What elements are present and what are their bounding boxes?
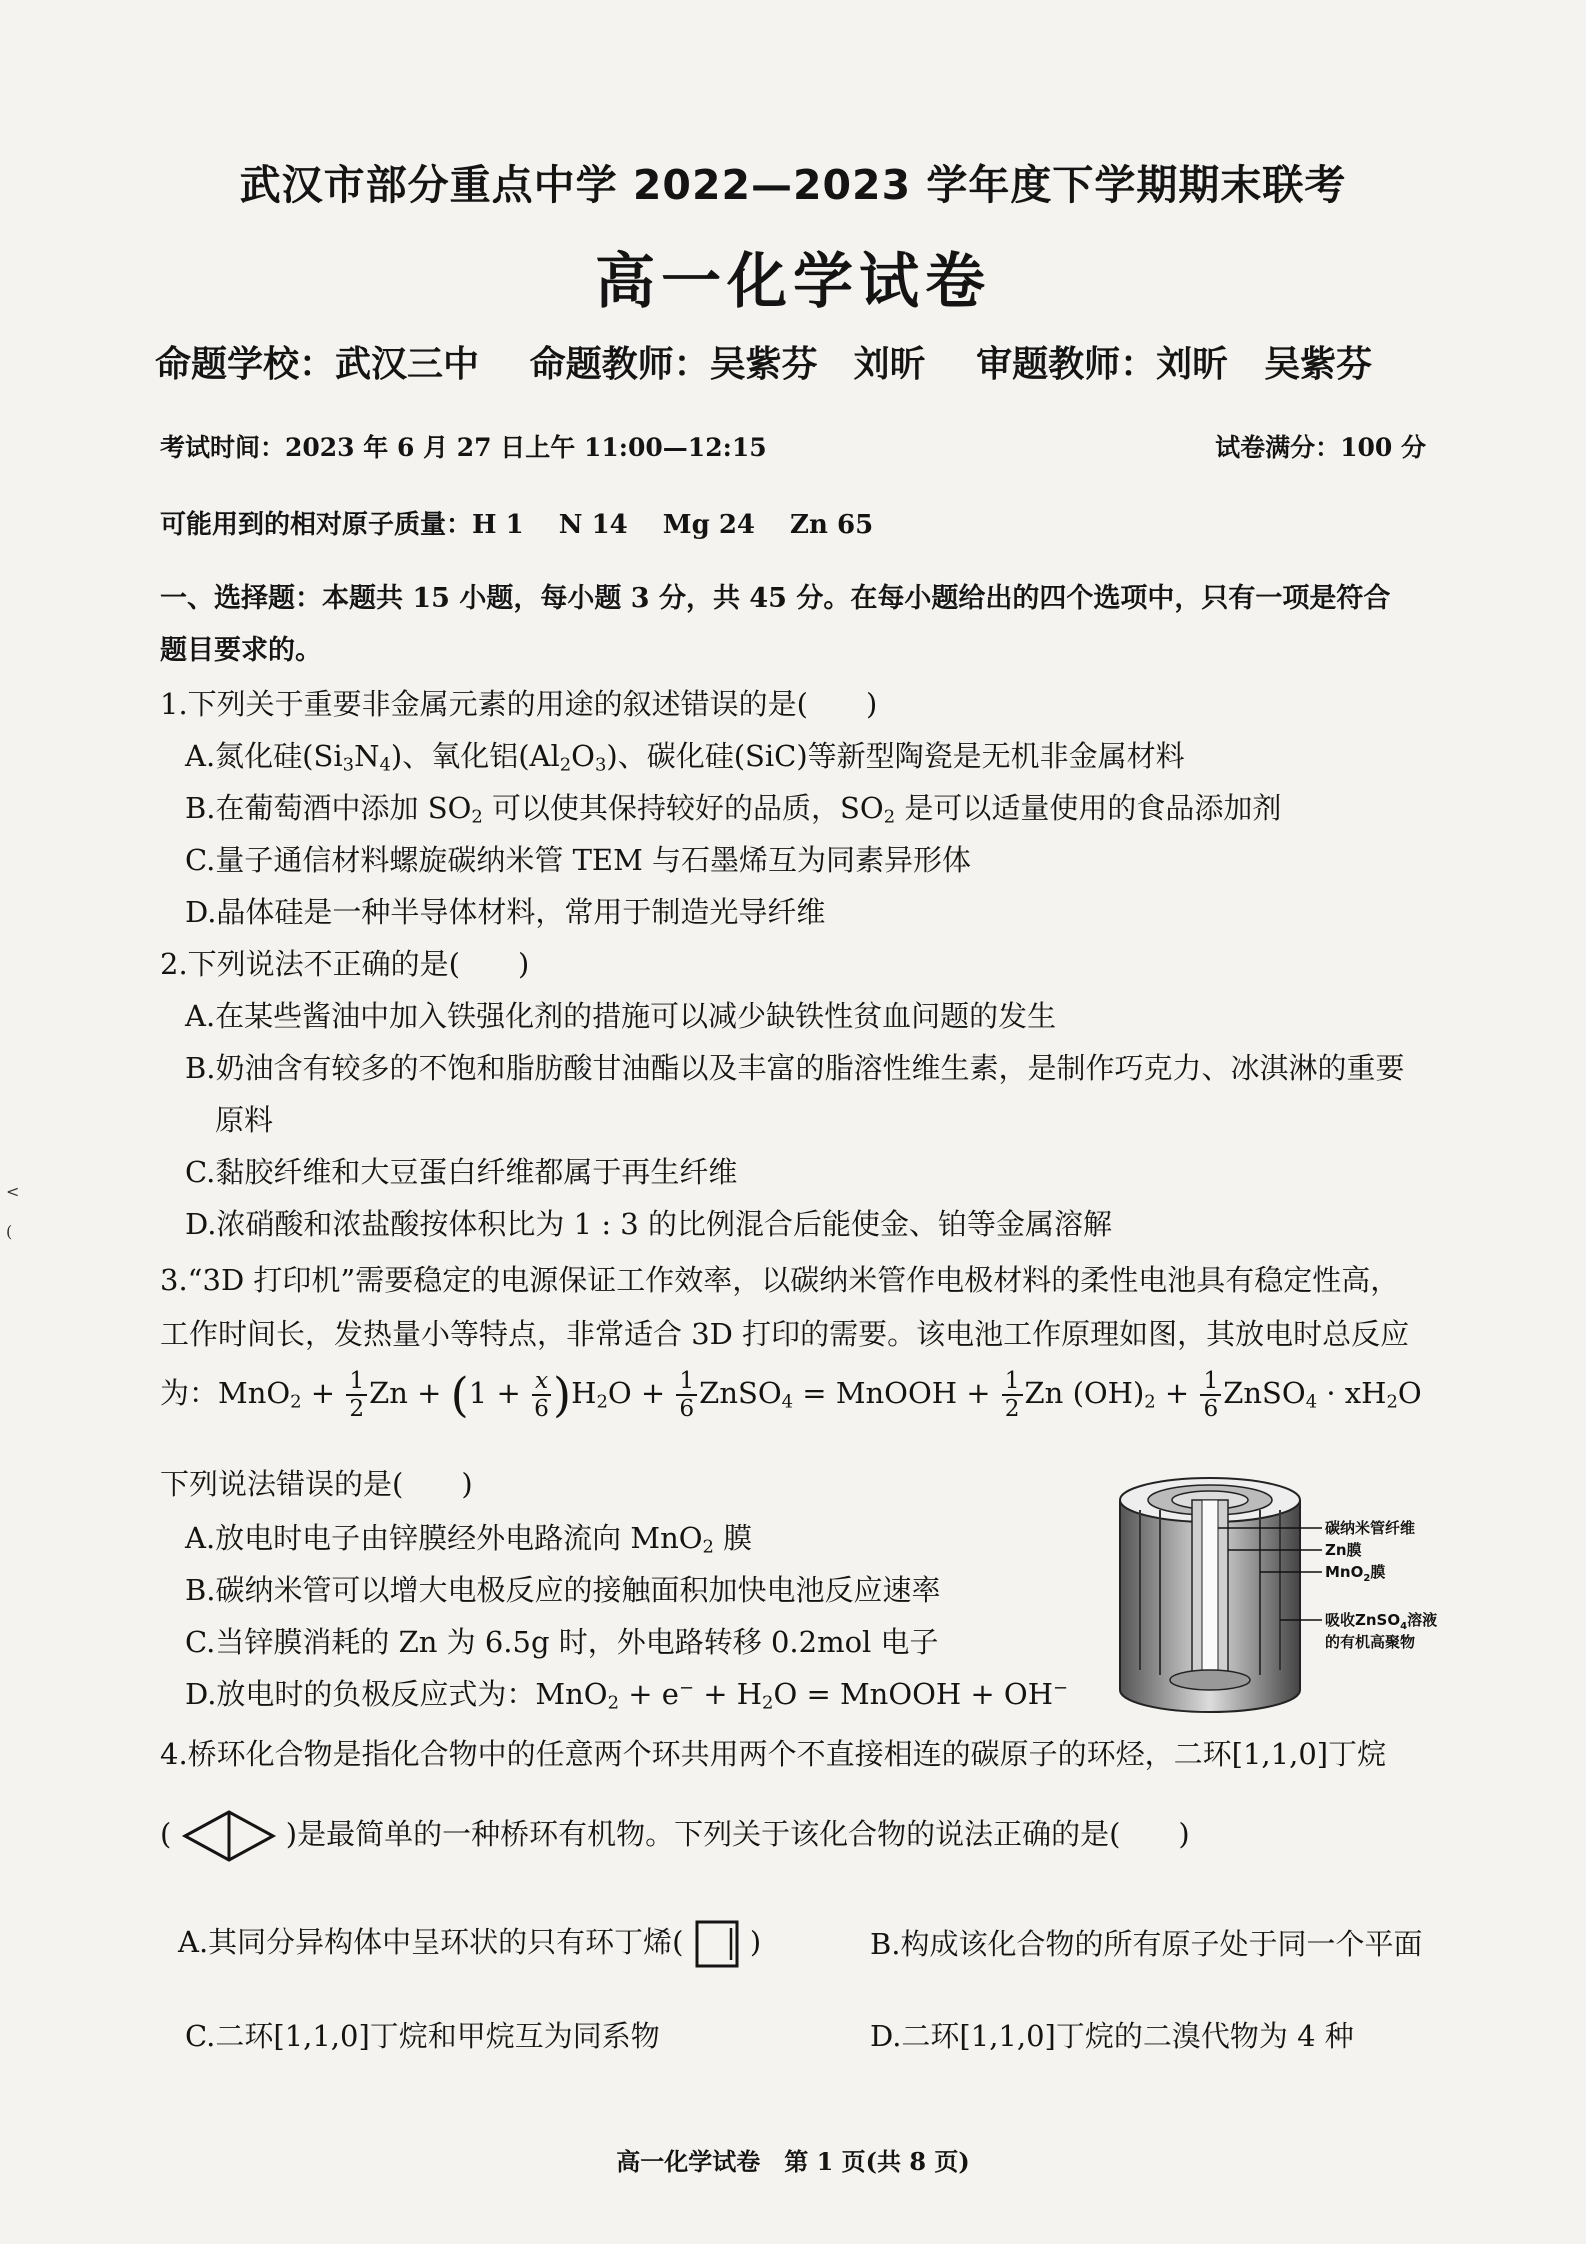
section-intro-line1: 一、选择题：本题共 15 小题，每小题 3 分，共 45 分。在每小题给出的四个选项中，只有一项是符合 (160, 583, 1391, 614)
q2-option-b-line1: B.奶油含有较多的不饱和脂肪酸甘油酯以及丰富的脂溶性维生素，是制作巧克力、冰淇淋的重要 (185, 1051, 1405, 1085)
exam-title: 武汉市部分重点中学 2022—2023 学年度下学期期末联考 (239, 161, 1347, 209)
label-organic-polymer: 的有机高聚物 (1325, 1633, 1416, 1651)
q4-option-b: B.构成该化合物的所有原子处于同一个平面 (870, 1927, 1423, 1961)
author-line (155, 336, 1410, 387)
cyclobutene-structure (693, 1918, 741, 1970)
q3-option-c: C.当锌膜消耗的 Zn 为 6.5g 时，外电路转移 0.2mol 电子 (185, 1625, 939, 1659)
q2-option-b-line2: 原料 (215, 1103, 274, 1137)
q2-option-a: A.在某些酱油中加入铁强化剂的措施可以减少缺铁性贫血问题的发生 (185, 999, 1057, 1033)
label-zn-film: Zn膜 (1325, 1541, 1362, 1559)
q2-option-d: D.浓硝酸和浓盐酸按体积比为 1 : 3 的比例混合后能使金、铂等金属溶解 (185, 1207, 1112, 1241)
q3-stem-line1: 3.“3D 打印机”需要稳定的电源保证工作效率，以碳纳米管作电极材料的柔性电池具有稳定性高， (160, 1263, 1400, 1297)
label-absorb-znso4: 吸收ZnSO$_4$溶液 (1325, 1611, 1438, 1632)
q1-option-b: B.在葡萄酒中添加 $SO_2$ 可以使其保持较好的品质，$SO_2$ 是可以适量使用的食品添加剂 (185, 791, 1282, 828)
figure-labels (1325, 1519, 1437, 1651)
atomic-masses: 可能用到的相对原子质量：H 1 N 14 Mg 24 Zn 65 (160, 510, 874, 540)
page-footer: 高一化学试卷 第 1 页(共 8 页) (616, 2147, 970, 2176)
setter-school: 命题学校：武汉三中 (155, 344, 480, 385)
side-mark-2: ( (6, 1222, 13, 1241)
side-mark-1: < (6, 1182, 20, 1201)
reviewer-teachers: 审题教师：刘昕 吴紫芬 (976, 344, 1373, 385)
section-intro-line2: 题目要求的。 (160, 635, 322, 666)
q1-stem: 1.下列关于重要非金属元素的用途的叙述错误的是( ) (160, 687, 878, 721)
q4-stem-line1: 4.桥环化合物是指化合物中的任意两个环共用两个不直接相连的碳原子的环烃，二环[1,1,0]丁烷 (160, 1737, 1387, 1771)
q3-stem-line2: 工作时间长，发热量小等特点，非常适合 3D 打印的需要。该电池工作原理如图，其放电时总反应 (160, 1317, 1410, 1351)
q4-option-c: C.二环[1,1,0]丁烷和甲烷互为同系物 (185, 2019, 660, 2053)
full-score: 试卷满分：100 分 (1215, 433, 1426, 462)
q4-option-a: A.其同分异构体中呈环状的只有环丁烯( ) (178, 1918, 761, 1970)
bicyclobutane-structure (181, 1808, 277, 1864)
setter-teachers: 命题教师：吴紫芬 刘昕 (529, 344, 926, 385)
q3-equation: 为：MnO$_2$ + $\frac{1}{2}$ Zn + (1 + $\frac{x}{6}$ )$H_2O$ + $\frac{1}{6}$ ZnSO$_4$ = MnOOH + $\frac{1}{2}$ Zn $(OH)_2$ + $\frac{1}{6}$ ZnSO$_4$ · $xH_2O$ (160, 1367, 1422, 1422)
battery-diagram (1110, 1470, 1450, 1720)
battery-body (1120, 1478, 1300, 1712)
label-mno2-film: MnO$_2$膜 (1325, 1563, 1386, 1584)
q2-stem: 2.下列说法不正确的是( ) (160, 947, 530, 981)
q2-option-c: C.黏胶纤维和大豆蛋白纤维都属于再生纤维 (185, 1155, 738, 1189)
q3-ask: 下列说法错误的是( ) (160, 1467, 473, 1501)
q3-option-d: D.放电时的负极反应式为：$MnO_2 + e^- + H_2O$ = MnOOH + OH− (185, 1677, 1069, 1714)
exam-time: 考试时间：2023 年 6 月 27 日上午 11:00—12:15 (160, 433, 767, 462)
subject-title: 高一化学试卷 (595, 247, 991, 317)
q3-option-b: B.碳纳米管可以增大电极反应的接触面积加快电池反应速率 (185, 1573, 941, 1607)
q1-option-c: C.量子通信材料螺旋碳纳米管 TEM 与石墨烯互为同素异形体 (185, 843, 972, 877)
q1-option-d: D.晶体硅是一种半导体材料，常用于制造光导纤维 (185, 895, 826, 929)
q4-option-d: D.二环[1,1,0]丁烷的二溴代物为 4 种 (870, 2019, 1354, 2053)
q3-option-a: A.放电时电子由锌膜经外电路流向 MnO$_2$ 膜 (185, 1521, 753, 1558)
label-carbon-nanotube-fiber: 碳纳米管纤维 (1325, 1519, 1416, 1537)
q4-stem-line2: ( )是最简单的一种桥环有机物。下列关于该化合物的说法正确的是( ) (160, 1808, 1190, 1864)
q1-option-a: A.氮化硅$(Si_3N_4)$、氧化铝$(Al_2O_3)$、碳化硅(SiC)等新型陶瓷是无机非金属材料 (185, 739, 1185, 776)
